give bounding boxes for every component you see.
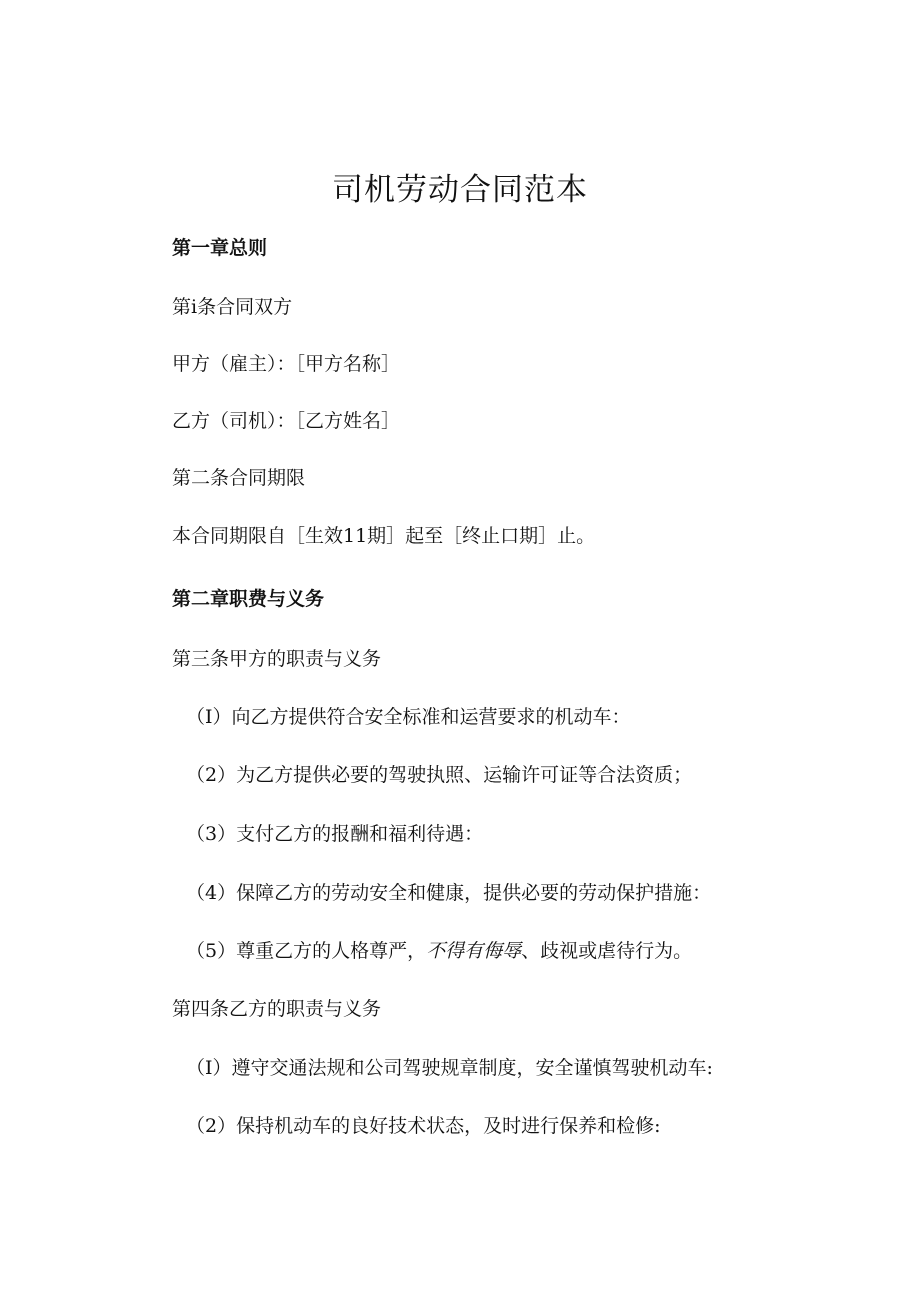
article-3-heading: 第三条甲方的职责与义务 [172, 648, 382, 670]
article-2-heading: 第二条合同期限 [172, 467, 306, 489]
article-3-item: （I）向乙方提供符合安全标准和运营要求的机动车： [186, 706, 631, 728]
article-4-heading: 第四条乙方的职责与义务 [172, 998, 382, 1020]
article-4-item: （2）保持机动车的良好技术状态，及时进行保养和检修: [186, 1115, 661, 1137]
article-3-item: （2）为乙方提供必要的驾驶执照、运输许可证等合法资质； [186, 764, 693, 786]
article-1-heading: 第i条合同双方 [172, 296, 293, 318]
chapter-1-heading: 第一章总则 [172, 237, 268, 259]
party-b-line: 乙方（司机）：［乙方姓名］ [172, 410, 401, 432]
document-title: 司机劳动合同范本 [332, 172, 588, 208]
item-5-prefix: （5）尊重乙方的人格尊严， [186, 940, 427, 962]
article-4-item: （I）遵守交通法规和公司驾驶规章制度，安全谨慎驾驶机动车: [186, 1057, 713, 1079]
party-a-line: 甲方（雇主）：［甲方名称］ [172, 353, 401, 375]
article-3-item-5 [186, 939, 692, 963]
article-3-item: （4）保障乙方的劳动安全和健康，提供必要的劳动保护措施： [186, 882, 712, 904]
item-5-italic-text: 不得有侮辱 [426, 940, 522, 962]
chapter-2-heading: 第二章职费与义务 [172, 588, 325, 610]
contract-term-line: 本合同期限自［生效11期］起至［终止口期］止。 [172, 525, 596, 547]
item-5-suffix: 、歧视或虐待行为。 [521, 940, 693, 962]
article-3-item: （3）支付乙方的报酬和福利待遇： [186, 823, 484, 845]
